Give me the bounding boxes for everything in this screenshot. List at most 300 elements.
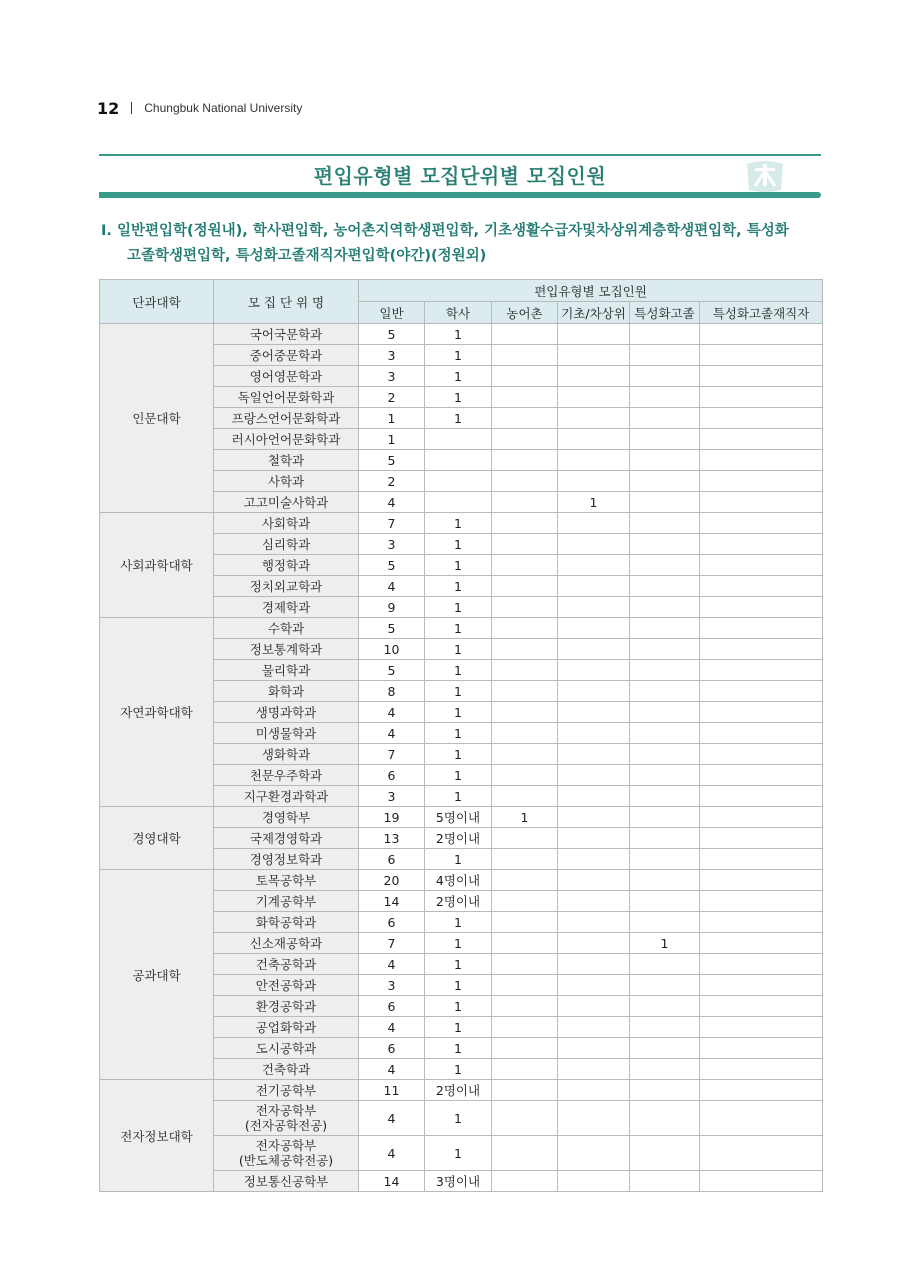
admission-table: [99, 279, 823, 1192]
quota-cell: 2: [359, 471, 425, 492]
quota-cell: [492, 471, 558, 492]
department-label: 신소재공학과: [249, 936, 323, 951]
quota-cell: [558, 366, 630, 387]
quota-cell: [700, 639, 823, 660]
quota-cell: 1: [425, 660, 492, 681]
quota-cell: [558, 1171, 630, 1192]
quota-cell: 4: [359, 954, 425, 975]
quota-cell: 7: [359, 744, 425, 765]
department-label: 화학과: [267, 684, 305, 699]
quota-cell: [425, 471, 492, 492]
quota-cell: [630, 429, 700, 450]
quota-cell: 5: [359, 618, 425, 639]
quota-cell: [630, 1059, 700, 1080]
quota-cell: [630, 408, 700, 429]
quota-cell: [700, 324, 823, 345]
quota-cell: 1: [425, 324, 492, 345]
department-name: [214, 471, 359, 492]
department-label: 심리학과: [261, 537, 311, 552]
department-sublabel: (전자공학전공): [244, 1118, 328, 1133]
quota-cell: [700, 933, 823, 954]
quota-cell: 1: [630, 933, 700, 954]
department-name: [214, 1038, 359, 1059]
quota-cell: [492, 1101, 558, 1136]
department-name: [214, 366, 359, 387]
quota-cell: [492, 597, 558, 618]
quota-cell: 5: [359, 450, 425, 471]
quota-cell: 5: [359, 660, 425, 681]
department-name: [214, 576, 359, 597]
department-label: 공업화학과: [255, 1020, 317, 1035]
department-name: [214, 849, 359, 870]
quota-cell: [630, 702, 700, 723]
section-heading-line1: Ⅰ. 일반편입학(정원내), 학사편입학, 농어촌지역학생편입학, 기초생활수급자및차상위계층학생편입학, 특성화: [101, 223, 789, 239]
quota-cell: 4: [359, 702, 425, 723]
department-label: 수학과: [267, 621, 305, 636]
table-body: [100, 324, 823, 1192]
quota-cell: [492, 429, 558, 450]
quota-cell: [700, 345, 823, 366]
department-name: [214, 1136, 359, 1171]
department-name: [214, 996, 359, 1017]
quota-cell: 4: [359, 1101, 425, 1136]
department-label: 고고미술사학과: [243, 495, 329, 510]
quota-cell: [700, 534, 823, 555]
quota-cell: [630, 849, 700, 870]
college-name: 사회과학대학: [100, 513, 214, 618]
quota-cell: 4: [359, 576, 425, 597]
quota-cell: [700, 807, 823, 828]
quota-cell: [558, 1059, 630, 1080]
quota-cell: [492, 366, 558, 387]
quota-cell: 2명이내: [425, 891, 492, 912]
quota-cell: [492, 450, 558, 471]
quota-cell: [492, 975, 558, 996]
quota-cell: 1: [425, 954, 492, 975]
quota-cell: [630, 912, 700, 933]
quota-cell: [492, 828, 558, 849]
header-type-vocational: 특성화고졸: [630, 302, 700, 324]
department-label: 안전공학과: [255, 978, 317, 993]
quota-cell: 8: [359, 681, 425, 702]
quota-cell: [630, 597, 700, 618]
quota-cell: [558, 933, 630, 954]
department-label: 생명과학과: [255, 705, 317, 720]
quota-cell: [492, 1136, 558, 1171]
header-unit: 모 집 단 위 명: [214, 280, 359, 324]
quota-cell: 6: [359, 996, 425, 1017]
quota-cell: [700, 366, 823, 387]
quota-cell: [630, 1136, 700, 1171]
quota-cell: [700, 408, 823, 429]
quota-cell: [700, 450, 823, 471]
quota-cell: 1: [359, 408, 425, 429]
quota-cell: [630, 1101, 700, 1136]
quota-cell: [492, 681, 558, 702]
quota-cell: [558, 681, 630, 702]
quota-cell: 4: [359, 1017, 425, 1038]
quota-cell: [630, 513, 700, 534]
quota-cell: [630, 975, 700, 996]
quota-cell: [558, 324, 630, 345]
department-label: 정보통신공학부: [243, 1174, 329, 1189]
department-name: [214, 786, 359, 807]
department-name: [214, 1101, 359, 1136]
quota-cell: [492, 492, 558, 513]
quota-cell: 1: [425, 912, 492, 933]
department-label: 전자공학부: [255, 1138, 317, 1153]
department-label: 정보통계학과: [249, 642, 323, 657]
quota-cell: 5: [359, 324, 425, 345]
quota-cell: 2: [359, 387, 425, 408]
quota-cell: [700, 870, 823, 891]
quota-cell: [558, 513, 630, 534]
department-label: 프랑스언어문화학과: [231, 411, 341, 426]
quota-cell: 14: [359, 891, 425, 912]
quota-cell: [492, 723, 558, 744]
table-row: [100, 1080, 823, 1101]
quota-cell: [700, 912, 823, 933]
department-label: 경제학과: [261, 600, 311, 615]
quota-cell: [630, 1038, 700, 1059]
table-row: [100, 324, 823, 345]
quota-cell: [492, 1038, 558, 1059]
quota-cell: [558, 387, 630, 408]
quota-cell: [558, 1136, 630, 1171]
quota-cell: [558, 555, 630, 576]
quota-cell: [630, 954, 700, 975]
quota-cell: [630, 366, 700, 387]
quota-cell: [630, 345, 700, 366]
section-heading: [101, 219, 826, 269]
quota-cell: [558, 849, 630, 870]
page-title: 편입유형별 모집단위별 모집인원: [313, 164, 607, 188]
quota-cell: [700, 702, 823, 723]
quota-cell: [558, 1080, 630, 1101]
quota-cell: [700, 492, 823, 513]
quota-cell: [630, 534, 700, 555]
quota-cell: [630, 471, 700, 492]
department-name: [214, 891, 359, 912]
department-label: 환경공학과: [255, 999, 317, 1014]
quota-cell: [630, 1171, 700, 1192]
quota-cell: 1: [425, 765, 492, 786]
title-bar: [99, 154, 821, 200]
college-name: 인문대학: [100, 324, 214, 513]
quota-cell: [425, 450, 492, 471]
quota-cell: 1: [425, 597, 492, 618]
quota-cell: 14: [359, 1171, 425, 1192]
table-row: [100, 618, 823, 639]
quota-cell: [700, 1136, 823, 1171]
department-name: [214, 513, 359, 534]
department-label: 기계공학부: [255, 894, 317, 909]
department-label: 물리학과: [261, 663, 311, 678]
quota-cell: [558, 450, 630, 471]
quota-cell: 4: [359, 492, 425, 513]
department-name: [214, 534, 359, 555]
quota-cell: [630, 891, 700, 912]
quota-cell: [558, 975, 630, 996]
department-name: [214, 723, 359, 744]
quota-cell: 3: [359, 975, 425, 996]
quota-cell: 1: [425, 345, 492, 366]
quota-cell: [492, 408, 558, 429]
quota-cell: [558, 954, 630, 975]
quota-cell: [492, 702, 558, 723]
college-name: 경영대학: [100, 807, 214, 870]
quota-cell: [492, 1080, 558, 1101]
title-top-rule: [99, 154, 821, 156]
quota-cell: 13: [359, 828, 425, 849]
quota-cell: 3: [359, 345, 425, 366]
quota-cell: [630, 786, 700, 807]
header-type-vocational-employed: 특성화고졸재직자: [700, 302, 823, 324]
department-label: 화학공학과: [255, 915, 317, 930]
department-name: [214, 1171, 359, 1192]
department-name: [214, 954, 359, 975]
quota-cell: 4명이내: [425, 870, 492, 891]
quota-cell: 1: [425, 618, 492, 639]
header-type-general: 일반: [359, 302, 425, 324]
department-label: 미생물학과: [255, 726, 317, 741]
department-label: 생화학과: [261, 747, 311, 762]
quota-cell: [630, 324, 700, 345]
quota-cell: [492, 534, 558, 555]
quota-cell: 3명이내: [425, 1171, 492, 1192]
quota-cell: [630, 870, 700, 891]
department-label: 국제경영학과: [249, 831, 323, 846]
quota-cell: [492, 639, 558, 660]
department-name: [214, 702, 359, 723]
quota-cell: [558, 1017, 630, 1038]
table-row: [100, 807, 823, 828]
quota-cell: [558, 471, 630, 492]
department-name: [214, 1017, 359, 1038]
department-name: [214, 597, 359, 618]
quota-cell: [492, 387, 558, 408]
quota-cell: [558, 723, 630, 744]
quota-cell: 5: [359, 555, 425, 576]
quota-cell: [425, 429, 492, 450]
department-name: [214, 618, 359, 639]
quota-cell: [558, 597, 630, 618]
quota-cell: 7: [359, 933, 425, 954]
quota-cell: [630, 660, 700, 681]
quota-cell: [558, 1101, 630, 1136]
quota-cell: 3: [359, 534, 425, 555]
quota-cell: [700, 387, 823, 408]
quota-cell: [492, 996, 558, 1017]
quota-cell: 9: [359, 597, 425, 618]
department-sublabel: (반도체공학전공): [238, 1153, 334, 1168]
quota-cell: [700, 597, 823, 618]
quota-cell: [630, 639, 700, 660]
quota-cell: 1: [425, 408, 492, 429]
department-name: [214, 492, 359, 513]
quota-cell: 1: [425, 723, 492, 744]
header-type-basic-livelihood: 기초/차상위: [558, 302, 630, 324]
quota-cell: [630, 450, 700, 471]
department-name: [214, 933, 359, 954]
quota-cell: [700, 786, 823, 807]
quota-cell: 1: [425, 849, 492, 870]
quota-cell: 1: [359, 429, 425, 450]
quota-cell: 19: [359, 807, 425, 828]
college-name: 자연과학대학: [100, 618, 214, 807]
quota-cell: [700, 828, 823, 849]
quota-cell: [558, 996, 630, 1017]
quota-cell: [700, 891, 823, 912]
quota-cell: [492, 555, 558, 576]
department-label: 전기공학부: [255, 1083, 317, 1098]
college-name: 전자정보대학: [100, 1080, 214, 1192]
department-name: [214, 408, 359, 429]
department-name: [214, 807, 359, 828]
quota-cell: 1: [425, 1017, 492, 1038]
quota-cell: 6: [359, 849, 425, 870]
department-label: 사학과: [267, 474, 305, 489]
quota-cell: 2명이내: [425, 1080, 492, 1101]
quota-cell: [558, 408, 630, 429]
department-name: [214, 429, 359, 450]
department-name: [214, 450, 359, 471]
quota-cell: [492, 1017, 558, 1038]
quota-cell: [630, 555, 700, 576]
quota-cell: 1: [425, 534, 492, 555]
quota-cell: [558, 534, 630, 555]
university-emblem-icon: [741, 158, 789, 194]
header-separator: [131, 102, 132, 114]
quota-cell: [492, 786, 558, 807]
quota-cell: 4: [359, 723, 425, 744]
department-label: 토목공학부: [255, 873, 317, 888]
quota-cell: [558, 807, 630, 828]
quota-cell: 1: [425, 975, 492, 996]
page-header: [97, 98, 302, 118]
department-name: [214, 912, 359, 933]
quota-cell: [492, 618, 558, 639]
quota-cell: 5명이내: [425, 807, 492, 828]
department-name: [214, 324, 359, 345]
department-label: 독일언어문화학과: [237, 390, 335, 405]
department-label: 중어중문학과: [249, 348, 323, 363]
quota-cell: 1: [558, 492, 630, 513]
quota-cell: [425, 492, 492, 513]
quota-cell: [700, 744, 823, 765]
quota-cell: [492, 744, 558, 765]
quota-cell: [492, 1171, 558, 1192]
department-name: [214, 744, 359, 765]
quota-cell: [558, 660, 630, 681]
page-number: 12: [97, 98, 120, 118]
quota-cell: [492, 765, 558, 786]
quota-cell: [700, 1059, 823, 1080]
department-name: [214, 975, 359, 996]
quota-cell: [630, 387, 700, 408]
quota-cell: 1: [425, 786, 492, 807]
table-row: [100, 870, 823, 891]
quota-cell: 11: [359, 1080, 425, 1101]
quota-cell: [630, 1017, 700, 1038]
quota-cell: [700, 1017, 823, 1038]
quota-cell: [492, 870, 558, 891]
table-row: [100, 513, 823, 534]
quota-cell: 1: [425, 1136, 492, 1171]
quota-cell: [558, 639, 630, 660]
quota-cell: [700, 429, 823, 450]
quota-cell: [558, 429, 630, 450]
quota-cell: [700, 1101, 823, 1136]
quota-cell: [558, 828, 630, 849]
quota-cell: 1: [425, 744, 492, 765]
quota-cell: [630, 744, 700, 765]
department-label: 경영정보학과: [249, 852, 323, 867]
quota-cell: 1: [425, 1059, 492, 1080]
quota-cell: 4: [359, 1136, 425, 1171]
quota-cell: 1: [425, 555, 492, 576]
quota-cell: [700, 723, 823, 744]
quota-cell: 10: [359, 639, 425, 660]
quota-cell: 4: [359, 1059, 425, 1080]
department-label: 건축학과: [261, 1062, 311, 1077]
department-name: [214, 681, 359, 702]
header-college: 단과대학: [100, 280, 214, 324]
quota-cell: [630, 1080, 700, 1101]
quota-cell: [558, 618, 630, 639]
department-label: 지구환경과학과: [243, 789, 329, 804]
department-name: [214, 387, 359, 408]
department-label: 도시공학과: [255, 1041, 317, 1056]
quota-cell: [492, 954, 558, 975]
department-name: [214, 555, 359, 576]
quota-cell: 6: [359, 912, 425, 933]
quota-cell: [630, 492, 700, 513]
quota-cell: [492, 912, 558, 933]
quota-cell: [630, 996, 700, 1017]
department-label: 건축공학과: [255, 957, 317, 972]
quota-cell: [558, 786, 630, 807]
department-name: [214, 1059, 359, 1080]
quota-cell: [558, 576, 630, 597]
quota-cell: 1: [425, 702, 492, 723]
department-label: 러시아언어문화학과: [231, 432, 341, 447]
quota-cell: [700, 681, 823, 702]
quota-cell: 20: [359, 870, 425, 891]
quota-cell: [558, 1038, 630, 1059]
quota-cell: 1: [425, 681, 492, 702]
department-label: 정치외교학과: [249, 579, 323, 594]
quota-cell: [492, 849, 558, 870]
department-name: [214, 1080, 359, 1101]
quota-cell: [700, 471, 823, 492]
quota-cell: [630, 723, 700, 744]
department-label: 국어국문학과: [249, 327, 323, 342]
quota-cell: [558, 912, 630, 933]
quota-cell: 2명이내: [425, 828, 492, 849]
quota-cell: [492, 576, 558, 597]
department-name: [214, 870, 359, 891]
quota-cell: 1: [425, 996, 492, 1017]
department-name: [214, 828, 359, 849]
quota-cell: [700, 954, 823, 975]
quota-cell: [558, 744, 630, 765]
quota-cell: [558, 870, 630, 891]
department-label: 사회학과: [261, 516, 311, 531]
quota-cell: [492, 513, 558, 534]
quota-cell: 1: [425, 576, 492, 597]
quota-cell: [492, 660, 558, 681]
